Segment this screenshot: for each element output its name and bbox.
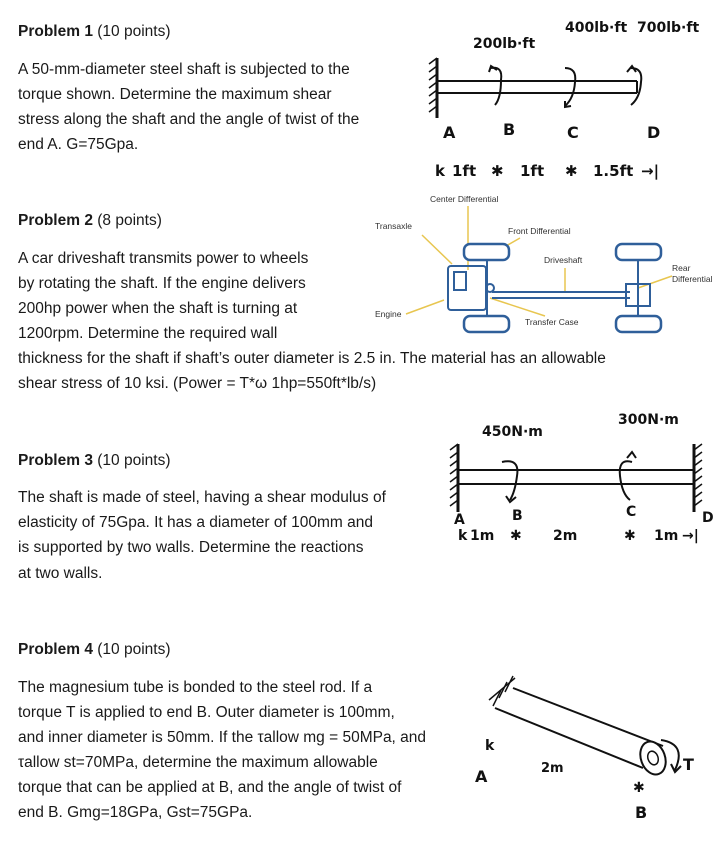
svg-text:✱: ✱ (624, 528, 636, 544)
svg-text:k: k (435, 162, 445, 180)
point-a: A (475, 767, 488, 786)
problem-4-title: Problem 4 (10 points) (18, 641, 171, 658)
torque-label-b: 450N·m (482, 424, 543, 440)
problem-3-title: Problem 3 (10 points) (18, 452, 171, 469)
point-b: B (635, 803, 648, 822)
label-rear-differential: Rear (672, 263, 691, 273)
spacing-cd: 1m (654, 528, 679, 544)
label-transaxle: Transaxle (375, 221, 413, 231)
svg-text:k: k (485, 738, 495, 754)
problem-1-title: Problem 1 (10 points) (18, 23, 171, 40)
svg-text:✱: ✱ (565, 162, 578, 180)
label-engine: Engine (375, 309, 402, 319)
problem-4-figure (465, 660, 725, 850)
label-front-differential: Front Differential (508, 226, 571, 236)
point-a: A (443, 123, 456, 142)
point-b: B (512, 508, 523, 524)
point-c: C (567, 123, 579, 142)
torque-label-b: 200lb·ft (473, 36, 536, 52)
svg-text:→|: →| (641, 162, 660, 180)
point-a: A (454, 512, 465, 528)
svg-text:Differential: Differential (672, 274, 713, 284)
svg-text:→|: →| (682, 528, 699, 544)
point-b: B (503, 120, 516, 139)
torque-label-d: 700lb·ft (637, 20, 700, 36)
label-transfer-case: Transfer Case (525, 317, 579, 327)
torque-label-c: 400lb·ft (565, 20, 628, 36)
problem-1-figure (425, 10, 725, 190)
point-c: C (626, 504, 637, 520)
spacing-bc: 2m (553, 528, 578, 544)
svg-text:✱: ✱ (491, 162, 504, 180)
point-d: D (647, 123, 661, 142)
spacing-ab: 1ft (452, 162, 477, 180)
torque-label-c: 300N·m (618, 412, 679, 428)
length-label: 2m (541, 761, 564, 776)
problem-2-title: Problem 2 (8 points) (18, 212, 162, 229)
spacing-cd: 1.5ft (593, 162, 634, 180)
point-d: D (702, 510, 714, 526)
spacing-ab: 1m (470, 528, 495, 544)
svg-text:✱: ✱ (510, 528, 522, 544)
problem-3-figure (440, 400, 725, 550)
torque-t: T (683, 755, 694, 774)
label-center-differential: Center Differential (430, 194, 499, 204)
spacing-bc: 1ft (520, 162, 545, 180)
svg-text:k: k (458, 528, 468, 544)
problem-2-figure (360, 188, 722, 338)
label-driveshaft: Driveshaft (544, 255, 583, 265)
svg-text:✱: ✱ (633, 780, 645, 796)
